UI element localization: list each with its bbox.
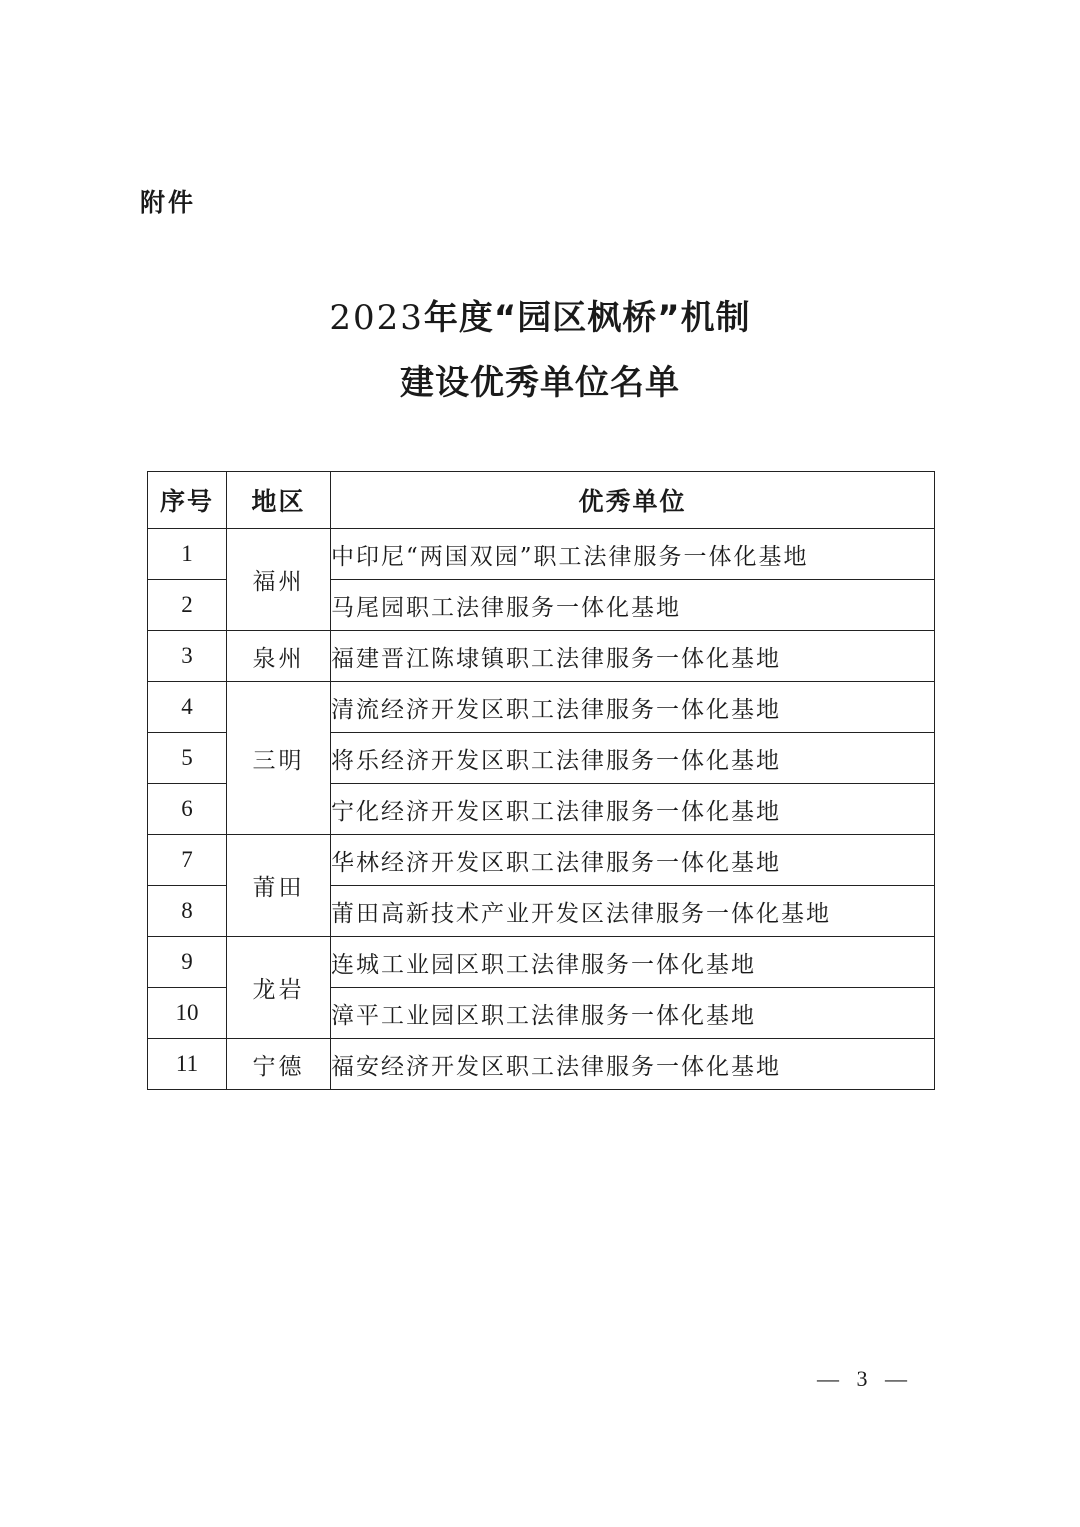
row-number: 7: [148, 835, 227, 886]
page-number-footer: [812, 1366, 918, 1392]
page-number-dash-right: —: [885, 1366, 913, 1391]
row-number: 4: [148, 682, 227, 733]
row-unit: 宁化经济开发区职工法律服务一体化基地: [331, 784, 935, 835]
row-number: 5: [148, 733, 227, 784]
row-region: 福州: [227, 529, 331, 631]
title-line-1: [0, 290, 1080, 339]
row-unit: 华林经济开发区职工法律服务一体化基地: [331, 835, 935, 886]
row-unit: 清流经济开发区职工法律服务一体化基地: [331, 682, 935, 733]
row-unit: 莆田高新技术产业开发区法律服务一体化基地: [331, 886, 935, 937]
row-region: 三明: [227, 682, 331, 835]
table-row: [148, 529, 935, 580]
row-number: 9: [148, 937, 227, 988]
table-row: [148, 835, 935, 886]
row-region: 宁德: [227, 1039, 331, 1090]
table-row: [148, 1039, 935, 1090]
table-row: [148, 631, 935, 682]
header-unit: 优秀单位: [331, 472, 935, 529]
page-number: 3: [856, 1366, 874, 1391]
row-unit: 中印尼“两国双园”职工法律服务一体化基地: [331, 529, 935, 580]
row-number: 8: [148, 886, 227, 937]
row-number: 2: [148, 580, 227, 631]
row-number: 1: [148, 529, 227, 580]
header-number: 序号: [148, 472, 227, 529]
table-row: [148, 682, 935, 733]
row-unit: 连城工业园区职工法律服务一体化基地: [331, 937, 935, 988]
row-number: 10: [148, 988, 227, 1039]
row-unit: 福建晋江陈埭镇职工法律服务一体化基地: [331, 631, 935, 682]
page-number-dash-left: —: [817, 1366, 845, 1391]
excellent-units-table: [147, 471, 935, 1090]
row-region: 莆田: [227, 835, 331, 937]
title-year: 2023: [329, 298, 424, 338]
header-region: 地区: [227, 472, 331, 529]
row-unit: 将乐经济开发区职工法律服务一体化基地: [331, 733, 935, 784]
row-unit: 马尾园职工法律服务一体化基地: [331, 580, 935, 631]
row-region: 龙岩: [227, 937, 331, 1039]
row-unit: 福安经济开发区职工法律服务一体化基地: [331, 1039, 935, 1090]
row-region: 泉州: [227, 631, 331, 682]
attachment-label: 附件: [140, 188, 197, 217]
table-header-row: [148, 472, 935, 529]
row-unit: 漳平工业园区职工法律服务一体化基地: [331, 988, 935, 1039]
table-row: [148, 937, 935, 988]
title-line-1-text: 年度“园区枫桥”机制: [423, 298, 751, 338]
row-number: 11: [148, 1039, 227, 1090]
row-number: 3: [148, 631, 227, 682]
row-number: 6: [148, 784, 227, 835]
title-line-2: 建设优秀单位名单: [400, 363, 680, 403]
